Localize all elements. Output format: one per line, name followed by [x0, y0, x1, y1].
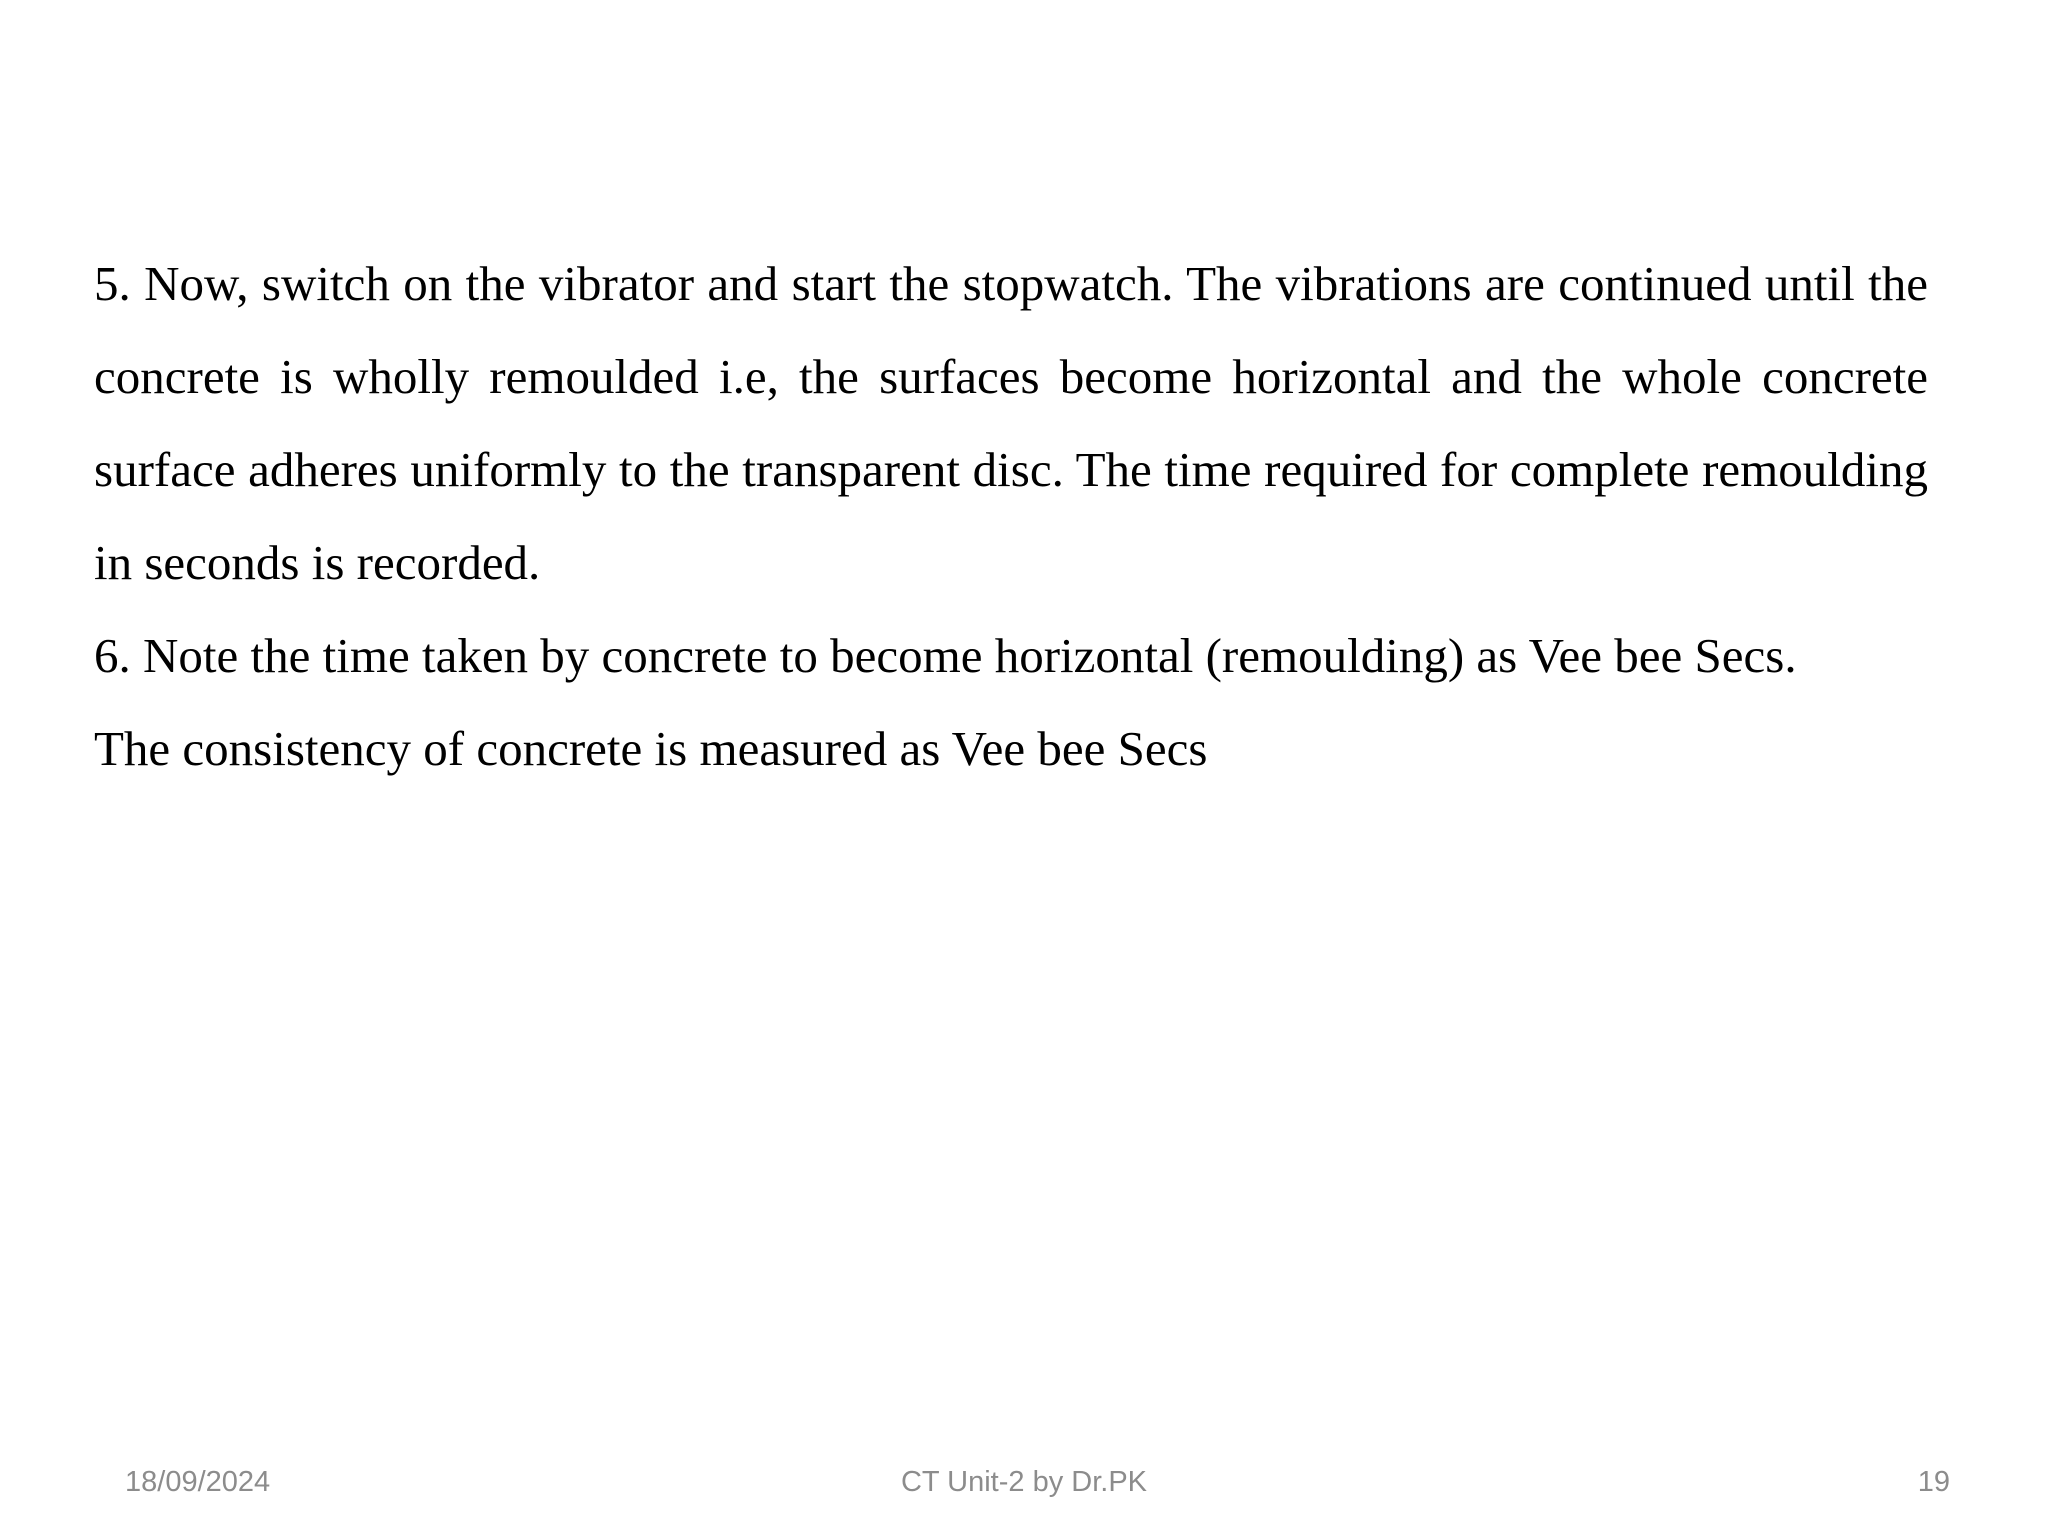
- step-5-paragraph: 5. Now, switch on the vibrator and start the stopwatch. The vibrations are continued until the concrete is wholly remoulded i.e, the surfaces become horizontal and the whole concrete surface adheres uniformly to the transparent disc. The time required for complete remoulding in seconds is recorded.: [94, 256, 1928, 590]
- step-6-paragraph: 6. Note the time taken by concrete to become horizontal (remoulding) as Vee bee Secs.: [94, 628, 1797, 683]
- footer-title: CT Unit-2 by Dr.PK: [900, 1466, 1148, 1498]
- slide-number: 19: [1917, 1466, 1950, 1498]
- slide-body: [94, 237, 1928, 795]
- footer-date: 18/09/2024: [125, 1466, 271, 1498]
- consistency-note: The consistency of concrete is measured as Vee bee Secs: [94, 721, 1208, 776]
